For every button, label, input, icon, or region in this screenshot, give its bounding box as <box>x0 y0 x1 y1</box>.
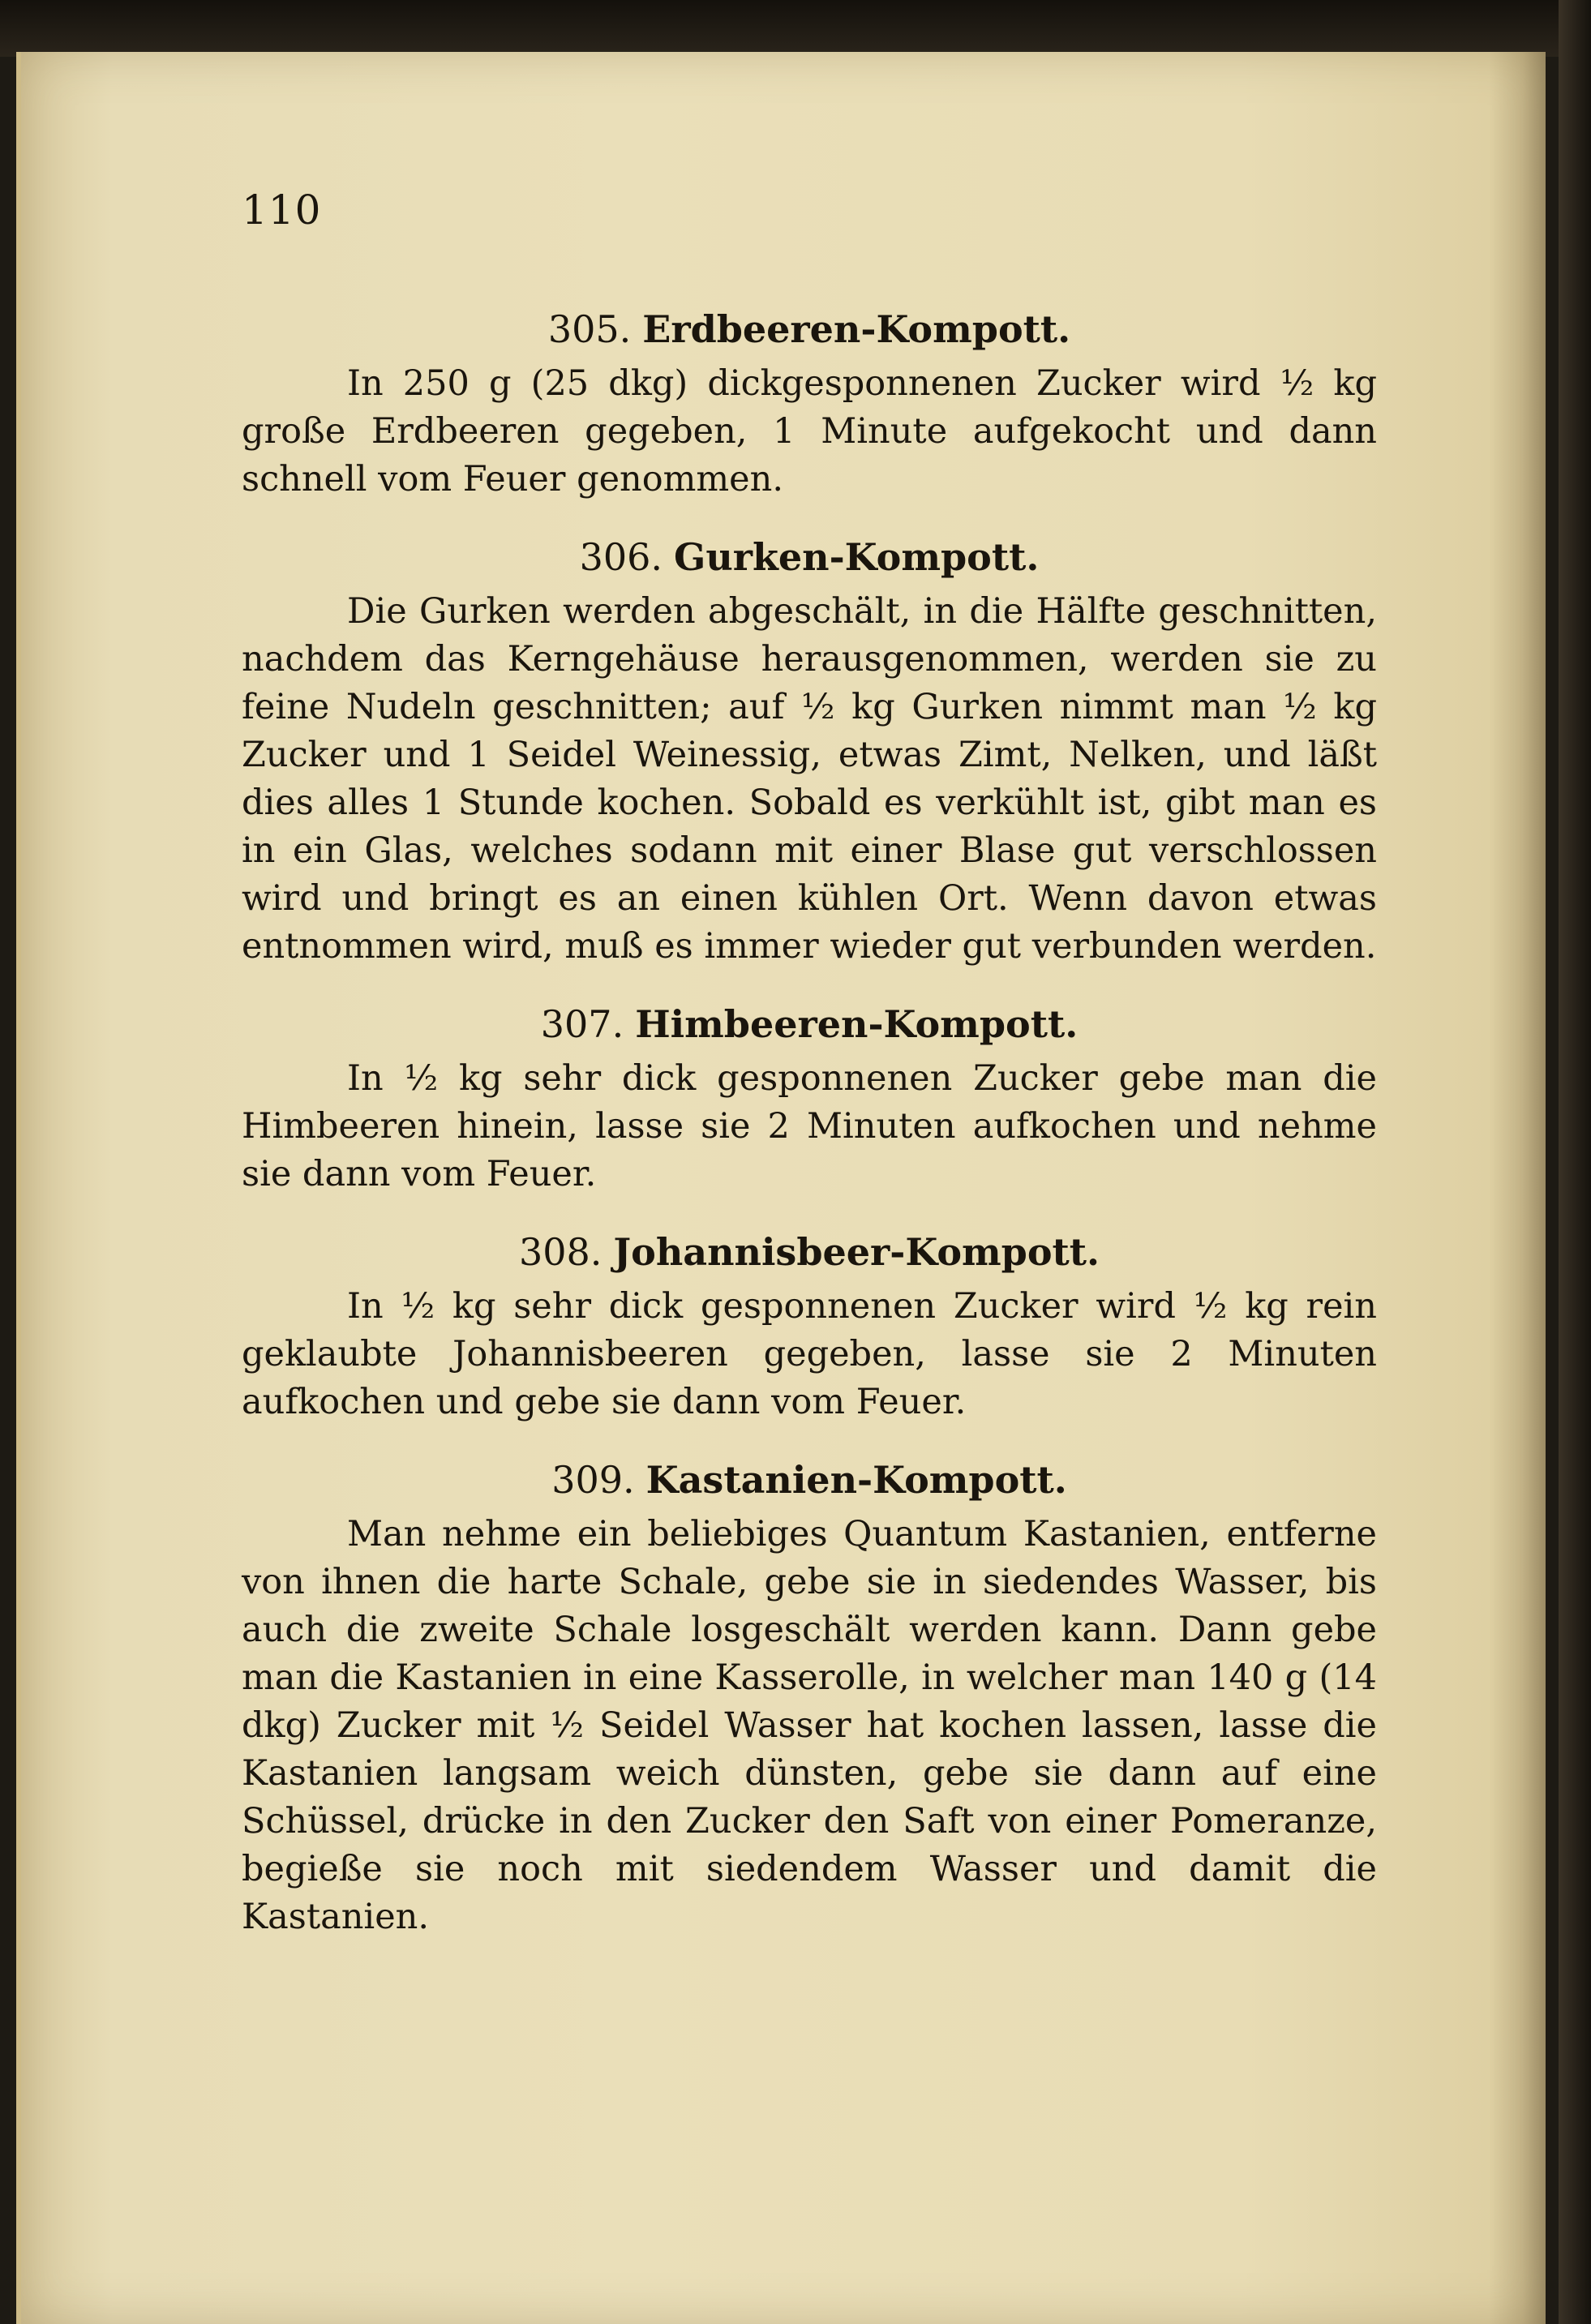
recipe-307 <box>242 1000 1377 1198</box>
recipe-heading <box>242 305 1377 354</box>
scan-background-right <box>1559 0 1591 2324</box>
recipe-heading <box>242 1456 1377 1504</box>
scan-background-top <box>0 0 1591 57</box>
recipe-title: Himbeeren-Kompott. <box>635 1002 1079 1046</box>
recipe-305 <box>242 305 1377 504</box>
page-gutter-shadow <box>1489 52 1546 2324</box>
recipe-number: 306. <box>579 535 663 579</box>
recipe-heading <box>242 1228 1377 1276</box>
recipe-number: 308. <box>518 1230 603 1274</box>
recipe-title: Johannisbeer-Kompott. <box>613 1230 1100 1274</box>
recipe-title: Gurken-Kompott. <box>674 535 1040 579</box>
recipe-309 <box>242 1456 1377 1941</box>
recipe-number: 309. <box>551 1458 635 1502</box>
recipe-text: In ½ kg sehr dick gesponnenen Zucker wird ½ kg rein geklaubte Johannisbeeren gegeben, lasse sie 2 Minuten aufkochen und gebe sie dann vom Feuer. <box>242 1286 1377 1422</box>
book-page <box>16 52 1546 2324</box>
recipe-text: Man nehme ein beliebiges Quantum Kastanien, entferne von ihnen die harte Schale, gebe sie in siedendes Wasser, bis auch die zweite Schale losgeschält werden kann. Dann gebe man die Kastanien in eine Kasserolle, in welcher man 140 g (14 dkg) Zucker mit ½ Seidel Wasser hat kochen lassen, lasse die Kastanien langsam weich dünsten, gebe sie dann auf eine Schüssel, drücke in den Zucker den Saft von einer Pomeranze, begieße sie noch mit siedendem Wasser und damit die Kastanien. <box>242 1514 1377 1937</box>
recipe-heading <box>242 533 1377 581</box>
page-content <box>242 187 1377 1970</box>
recipe-text: In ½ kg sehr dick gesponnenen Zucker gebe man die Himbeeren hinein, lasse sie 2 Minuten aufkochen und nehme sie dann vom Feuer. <box>242 1058 1377 1194</box>
recipe-text: In 250 g (25 dkg) dickgesponnenen Zucker wird ½ kg große Erdbeeren gegeben, 1 Minute aufgekocht und dann schnell vom Feuer genommen. <box>242 363 1377 500</box>
page-number: 110 <box>242 187 322 234</box>
recipe-306 <box>242 533 1377 971</box>
recipe-308 <box>242 1228 1377 1426</box>
recipe-title: Erdbeeren-Kompott. <box>642 307 1071 351</box>
recipe-number: 307. <box>540 1002 624 1046</box>
recipe-heading <box>242 1000 1377 1048</box>
recipe-title: Kastanien-Kompott. <box>645 1458 1067 1502</box>
recipe-number: 305. <box>547 307 632 351</box>
recipe-text: Die Gurken werden abgeschält, in die Hälfte geschnitten, nachdem das Kerngehäuse herausgenommen, werden sie zu feine Nudeln geschnitten; auf ½ kg Gurken nimmt man ½ kg Zucker und 1 Seidel Weinessig, etwas Zimt, Nelken, und läßt dies alles 1 Stunde kochen. Sobald es verkühlt ist, gibt man es in ein Glas, welches sodann mit einer Blase gut verschlossen wird und bringt es an einen kühlen Ort. Wenn davon etwas entnommen wird, muß es immer wieder gut verbunden werden. <box>242 591 1377 967</box>
